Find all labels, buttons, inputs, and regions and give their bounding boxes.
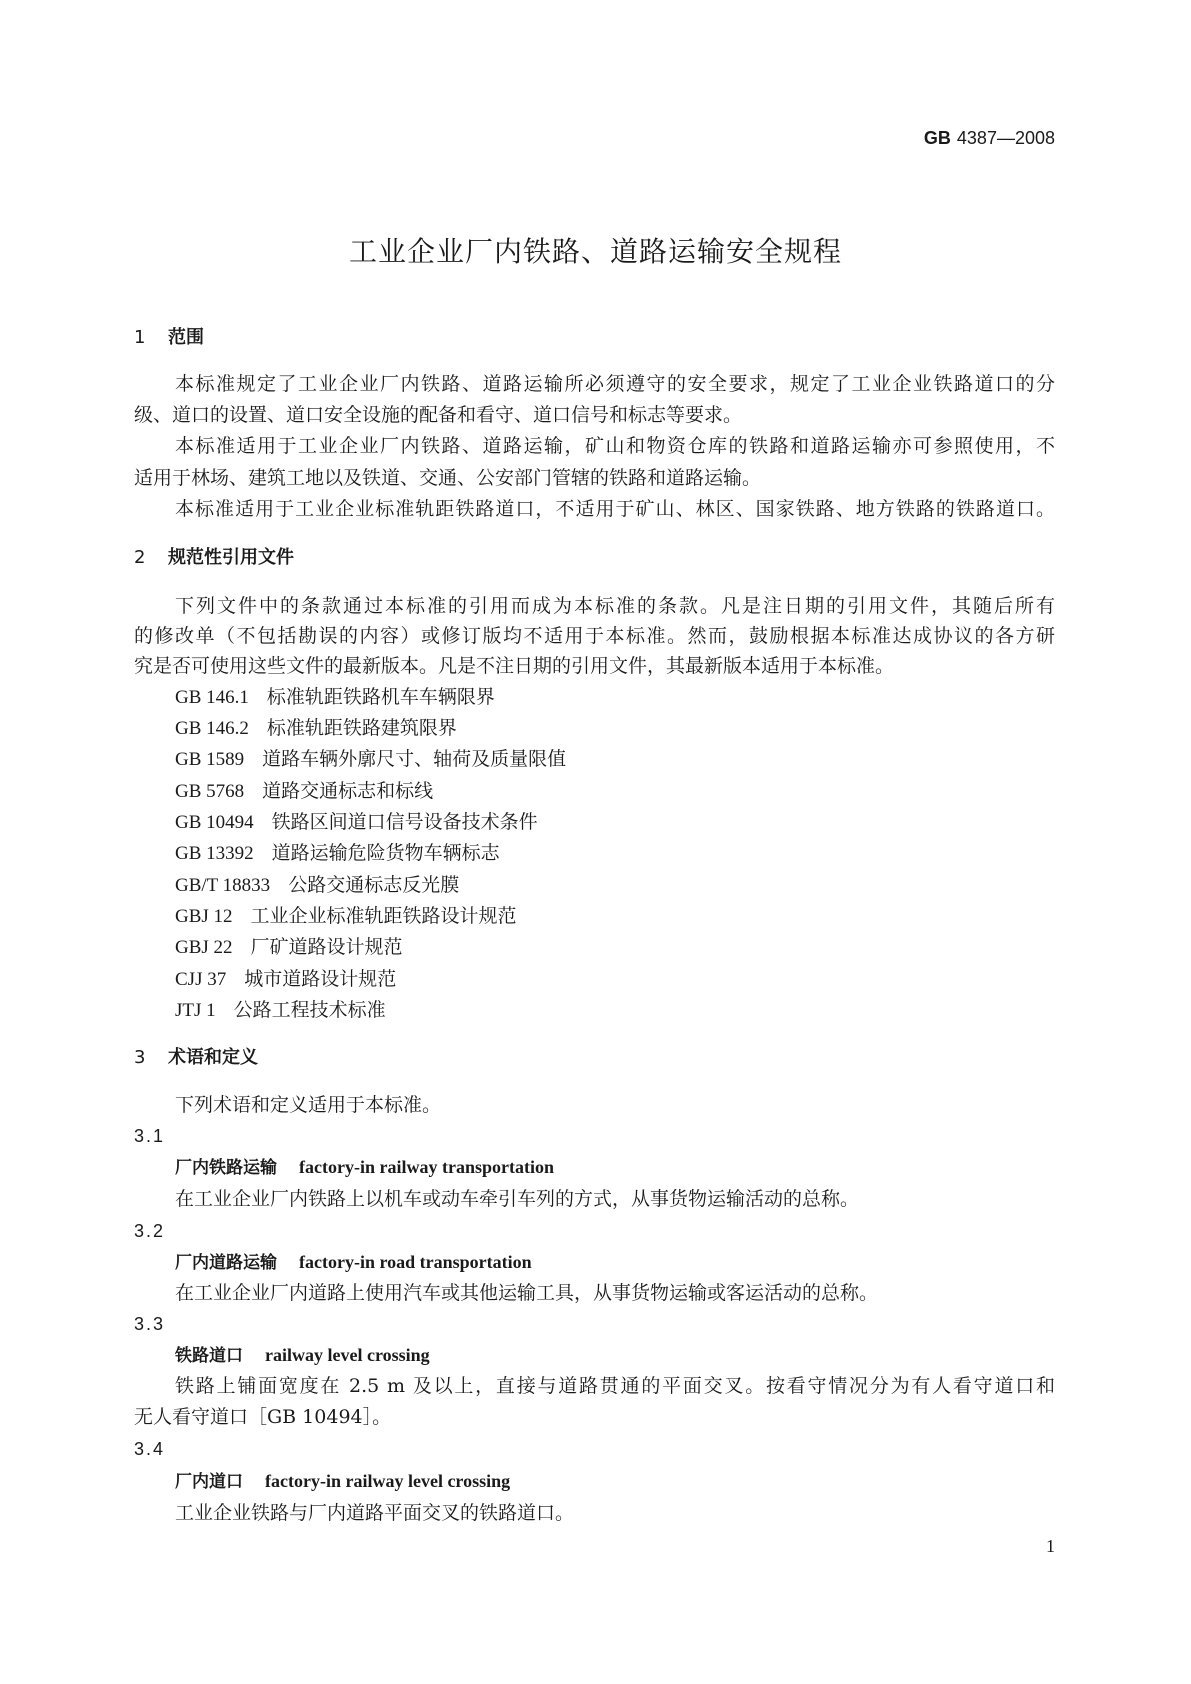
- section-number: 1: [134, 327, 146, 348]
- section-title: 术语和定义: [168, 1047, 258, 1068]
- section-heading-2: [134, 546, 1055, 570]
- section-heading-1: [134, 326, 1055, 350]
- term-number: 3.3: [134, 1314, 166, 1334]
- term-heading: [175, 1469, 1096, 1494]
- term-definition: 工业企业铁路与厂内道路平面交叉的铁路道口。: [175, 1502, 575, 1524]
- paragraph-line: 级、道口的设置、道口安全设施的配备和看守、道口信号和标志等要求。: [134, 404, 743, 426]
- ref-name: 铁路区间道口信号设备技术条件: [271, 811, 538, 833]
- ref-name: 道路车辆外廓尺寸、轴荷及质量限值: [262, 748, 567, 770]
- term-number: 3.4: [134, 1439, 166, 1459]
- reference-item: [175, 873, 1055, 898]
- ref-code: GBJ 12: [175, 906, 233, 927]
- paragraph-line: 适用于林场、建筑工地以及铁道、交通、公安部门管辖的铁路和道路运输。: [134, 467, 762, 489]
- paragraph-line: 本标准适用于工业企业标准轨距铁路道口，不适用于矿山、林区、国家铁路、地方铁路的铁路道口。: [175, 498, 1055, 520]
- reference-item: [175, 904, 1055, 929]
- ref-code: GB 146.2: [175, 718, 249, 739]
- term-heading: [175, 1250, 1096, 1275]
- term-heading: [175, 1155, 1096, 1180]
- reference-item: [175, 998, 1055, 1023]
- term-zh: 厂内道路运输: [175, 1253, 277, 1273]
- ref-name: 工业企业标准轨距铁路设计规范: [250, 905, 517, 927]
- page-number: 1: [1046, 1536, 1055, 1556]
- term-en: factory-in railway level crossing: [265, 1471, 511, 1491]
- ref-name: 公路工程技术标准: [233, 999, 386, 1021]
- term-heading: [175, 1343, 1096, 1368]
- ref-code: GB 146.1: [175, 687, 249, 708]
- ref-code: GB 1589: [175, 749, 245, 770]
- term-en: factory-in railway transportation: [299, 1157, 554, 1177]
- term-number: 3.2: [134, 1221, 166, 1241]
- ref-name: 标准轨距铁路建筑限界: [266, 717, 457, 739]
- reference-item: [175, 935, 1055, 960]
- ref-name: 公路交通标志反光膜: [288, 874, 460, 896]
- ref-code: GB/T 18833: [175, 875, 271, 896]
- term-en: factory-in road transportation: [299, 1252, 532, 1272]
- term-en: railway level crossing: [265, 1345, 430, 1365]
- section-title: 范围: [168, 327, 204, 348]
- reference-item: [175, 685, 1055, 710]
- reference-item: [175, 716, 1055, 741]
- reference-item: [175, 810, 1055, 835]
- ref-code: GB 5768: [175, 781, 245, 802]
- ref-name: 城市道路设计规范: [244, 968, 397, 990]
- paragraph-line: 的修改单（不包括勘误的内容）或修订版均不适用于本标准。然而，鼓励根据本标准达成协议的各方研: [134, 625, 1055, 647]
- document-title: 工业企业厂内铁路、道路运输安全规程: [348, 235, 842, 268]
- paragraph-line: 下列文件中的条款通过本标准的引用而成为本标准的条款。凡是注日期的引用文件，其随后所有: [175, 595, 1055, 617]
- ref-code: GB 13392: [175, 843, 254, 864]
- paragraph-line: 下列术语和定义适用于本标准。: [175, 1094, 442, 1116]
- section-number: 2: [134, 547, 146, 568]
- reference-item: [175, 747, 1055, 772]
- standard-code: [924, 128, 1055, 149]
- term-zh: 铁路道口: [175, 1346, 243, 1366]
- term-definition: 在工业企业厂内铁路上以机车或动车牵引车列的方式，从事货物运输活动的总称。: [175, 1188, 860, 1210]
- paragraph-line: 本标准适用于工业企业厂内铁路、道路运输，矿山和物资仓库的铁路和道路运输亦可参照使用，不: [175, 435, 1055, 457]
- term-definition: 无人看守道口［GB 10494］。: [134, 1406, 392, 1428]
- paragraph-line: 究是否可使用这些文件的最新版本。凡是不注日期的引用文件，其最新版本适用于本标准。: [134, 655, 895, 677]
- ref-code: GBJ 22: [175, 937, 233, 958]
- reference-item: [175, 967, 1055, 992]
- term-definition: 铁路上铺面宽度在 2.5 m 及以上，直接与道路贯通的平面交叉。按看守情况分为有人看守道口和: [175, 1375, 1055, 1397]
- term-zh: 厂内道口: [175, 1472, 243, 1492]
- std-number: 4387—2008: [956, 128, 1055, 148]
- ref-name: 道路交通标志和标线: [262, 780, 434, 802]
- ref-name: 厂矿道路设计规范: [250, 936, 403, 958]
- paragraph-line: 本标准规定了工业企业厂内铁路、道路运输所必须遵守的安全要求，规定了工业企业铁路道口的分: [175, 373, 1055, 395]
- ref-code: JTJ 1: [175, 1000, 216, 1021]
- ref-name: 标准轨距铁路机车车辆限界: [266, 686, 495, 708]
- section-title: 规范性引用文件: [168, 547, 294, 568]
- term-number: 3.1: [134, 1126, 166, 1146]
- ref-code: CJJ 37: [175, 969, 227, 990]
- ref-code: GB 10494: [175, 812, 254, 833]
- ref-name: 道路运输危险货物车辆标志: [271, 842, 500, 864]
- std-prefix: GB: [923, 128, 951, 148]
- section-number: 3: [134, 1047, 146, 1068]
- section-heading-3: [134, 1046, 1055, 1070]
- term-definition: 在工业企业厂内道路上使用汽车或其他运输工具，从事货物运输或客运活动的总称。: [175, 1282, 879, 1304]
- reference-item: [175, 841, 1055, 866]
- reference-item: [175, 779, 1055, 804]
- term-zh: 厂内铁路运输: [175, 1158, 277, 1178]
